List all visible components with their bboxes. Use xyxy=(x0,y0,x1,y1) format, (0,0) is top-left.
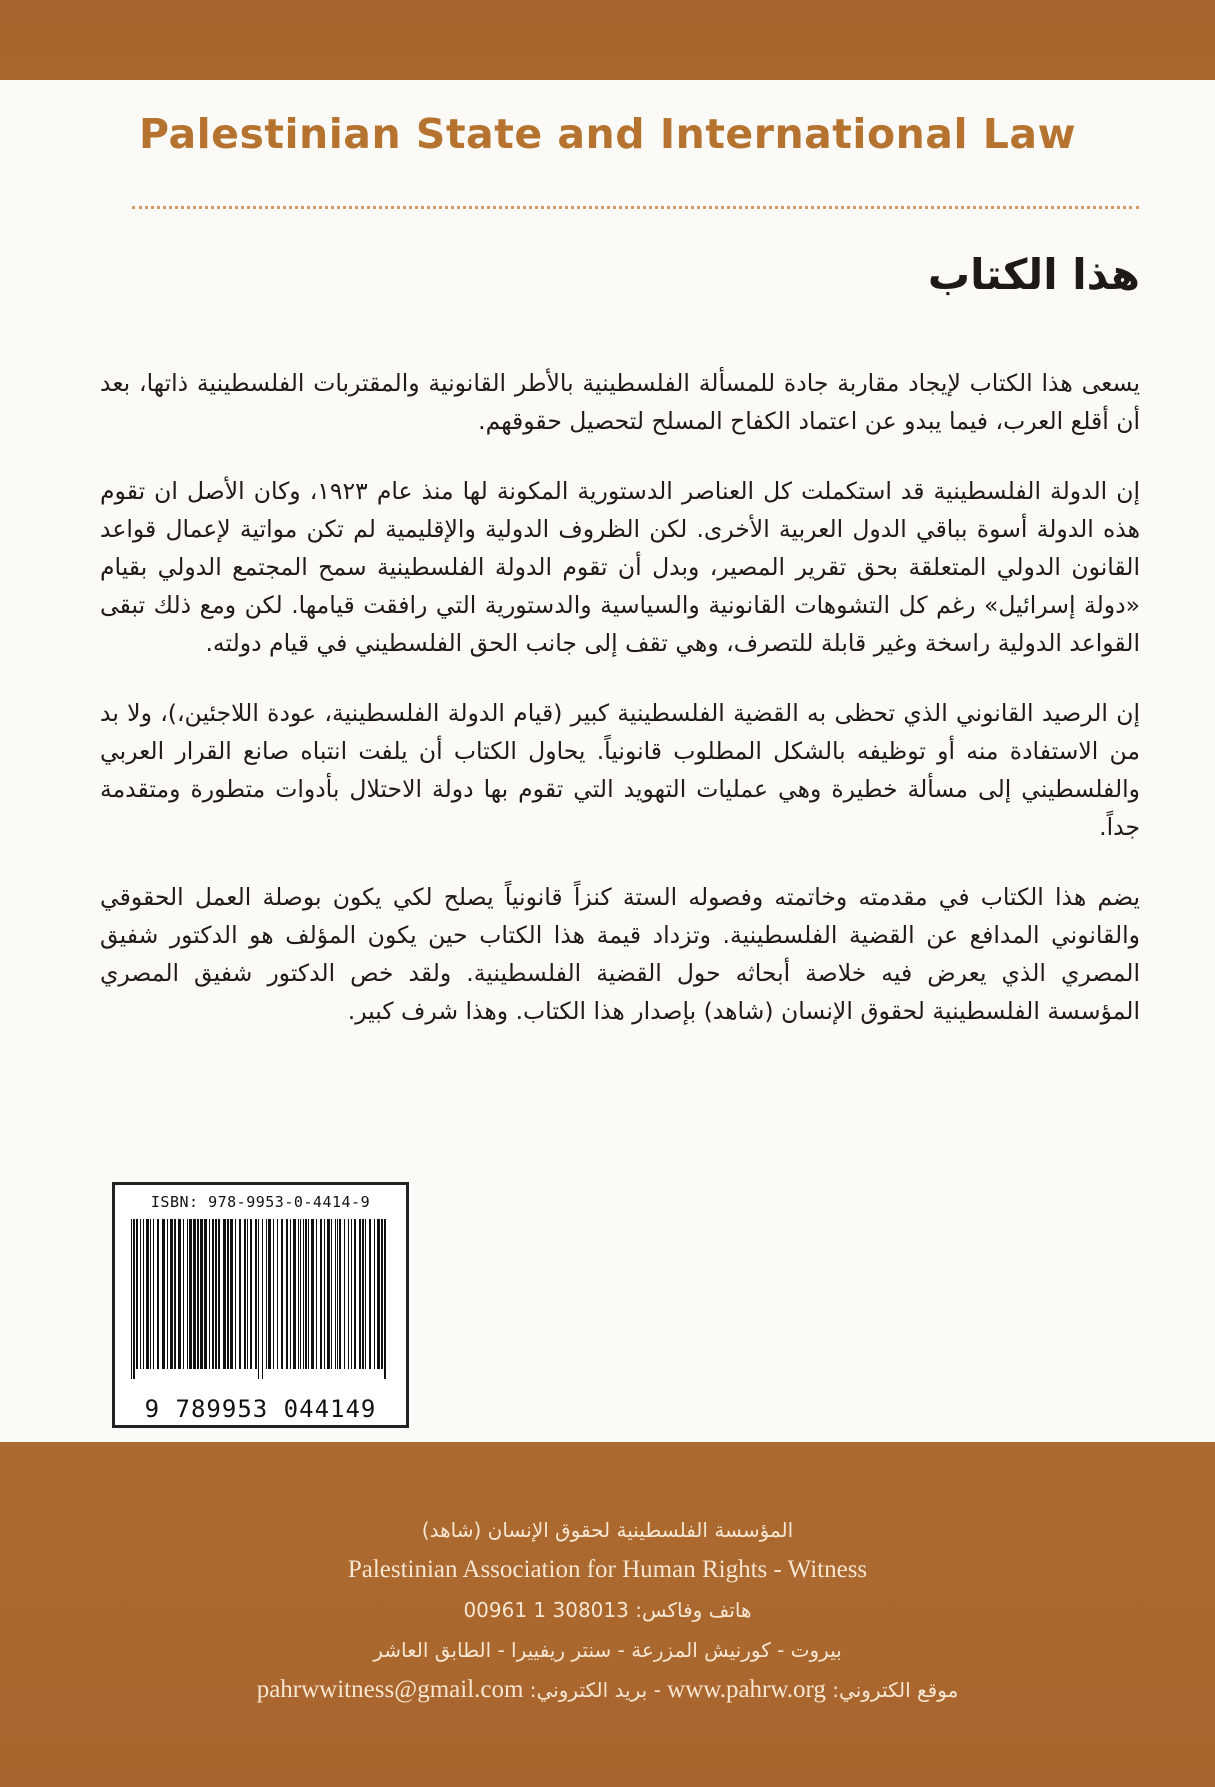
contact-line: موقع الكتروني: www.pahrw.org - بريد الكتروني: pahrwwitness@gmail.com xyxy=(256,1676,959,1703)
paragraph-3: إن الرصيد القانوني الذي تحظى به القضية الفلسطينية كبير (قيام الدولة الفلسطينية، عودة اللاجئين،)، ولا بد من الاستفادة منه أو توظيفه بالشكل المطلوب قانونياً. يحاول الكتاب أن يلفت انتباه صانع القرار العربي والفلسطيني إلى مسألة خطيرة وهي عمليات التهويد التي تقوم بها دولة الاحتلال بأدوات متطورة ومتقدمة جداً. xyxy=(100,699,1140,841)
barcode-bar xyxy=(250,1219,252,1369)
barcode-bars-icon xyxy=(129,1219,392,1379)
org-name-arabic: المؤسسة الفلسطينية لحقوق الإنسان (شاهد) xyxy=(421,1518,794,1542)
email-link[interactable]: pahrwwitness@gmail.com xyxy=(256,1676,524,1703)
barcode-bar xyxy=(320,1219,322,1369)
barcode-bar xyxy=(167,1219,168,1369)
barcode-bar xyxy=(277,1219,278,1369)
barcode-bar xyxy=(286,1219,288,1369)
barcode-bar xyxy=(255,1219,257,1369)
barcode-bar xyxy=(197,1219,199,1369)
barcode-bar xyxy=(359,1219,361,1369)
org-name-english: Palestinian Association for Human Rights - Witness xyxy=(347,1556,868,1583)
barcode-bar xyxy=(133,1219,135,1379)
barcode-bar xyxy=(303,1219,304,1369)
barcode-bar xyxy=(209,1219,210,1369)
barcode-bar xyxy=(258,1219,259,1379)
barcode-bar xyxy=(273,1219,274,1369)
barcode-bar xyxy=(204,1219,207,1369)
barcode-bar xyxy=(215,1219,217,1369)
barcode-bar xyxy=(308,1219,309,1369)
barcode-bar xyxy=(374,1219,375,1369)
barcode-bar xyxy=(187,1219,188,1369)
address-line: بيروت - كورنيش المزرعة - سنتر ريفييرا - الطابق العاشر xyxy=(373,1638,842,1662)
phone-label: هاتف وفاكس: xyxy=(635,1598,752,1622)
barcode-bar xyxy=(200,1219,203,1369)
barcode-bar xyxy=(300,1219,301,1369)
isbn-label: ISBN: 978-9953-0-4414-9 xyxy=(150,1193,371,1211)
email-label: بريد الكتروني: xyxy=(529,1678,648,1702)
barcode-bar xyxy=(212,1219,214,1369)
description-text xyxy=(100,364,1140,1062)
barcode-bar xyxy=(381,1219,383,1369)
barcode-bar xyxy=(178,1219,181,1369)
barcode-bar xyxy=(327,1219,330,1369)
barcode-bar xyxy=(235,1219,236,1369)
barcode-bar xyxy=(305,1219,307,1369)
barcode-bar xyxy=(162,1219,165,1369)
barcode-bar xyxy=(293,1219,296,1369)
barcode-bar xyxy=(227,1219,229,1369)
barcode-bar xyxy=(223,1219,226,1369)
barcode-bar xyxy=(174,1219,176,1369)
isbn-barcode xyxy=(112,1182,409,1428)
barcode-bar xyxy=(298,1219,299,1369)
content-panel xyxy=(0,80,1215,1442)
barcode-bar xyxy=(157,1219,159,1369)
paragraph-4: يضم هذا الكتاب في مقدمته وخاتمته وفصوله الستة كنزاً قانونياً يصلح لكي يكون بوصلة العمل الحقوقي والقانوني المدافع عن القضية الفلسطينية. وتزداد قيمة هذا الكتاب حين يكون المؤلف هو الدكتور شفيق المصري الذي يعرض فيه خلاصة أبحاثه حول القضية الفلسطينية. ولقد خص الدكتور شفيق المصري المؤسسة الفلسطينية لحقوق الإنسان (شاهد) بإصدار هذا الكتاب. وهذا شرف كبير. xyxy=(100,883,1140,1025)
barcode-bar xyxy=(362,1219,364,1369)
barcode-bar xyxy=(247,1219,248,1369)
barcode-bar xyxy=(351,1219,352,1369)
barcode-bar xyxy=(244,1219,246,1369)
barcode-bar xyxy=(281,1219,283,1369)
section-heading: هذا الكتاب xyxy=(927,250,1140,299)
barcode-bar xyxy=(239,1219,241,1369)
barcode-bar xyxy=(354,1219,356,1369)
barcode-bar xyxy=(193,1219,196,1369)
barcode-bar xyxy=(268,1219,271,1369)
barcode-bar xyxy=(384,1219,386,1379)
barcode-bar xyxy=(262,1219,263,1379)
paragraph-1: يسعى هذا الكتاب لإيجاد مقاربة جادة للمسألة الفلسطينية بالأطر القانونية والمقتربات الفلسطينية ذاتها، بعد أن أقلع العرب، فيما يبدو عن اعتماد الكفاح المسلح لتحصيل حقوقهم. xyxy=(100,369,1140,435)
publisher-footer xyxy=(0,1510,1215,1710)
phone-line xyxy=(0,1590,1215,1630)
barcode-bar xyxy=(348,1219,349,1369)
barcode-bar xyxy=(331,1219,332,1369)
barcode-bar xyxy=(143,1219,144,1369)
website-link[interactable]: www.pahrw.org xyxy=(667,1676,826,1703)
barcode-bar xyxy=(324,1219,325,1369)
dotted-divider xyxy=(132,206,1139,209)
barcode-bar xyxy=(153,1219,154,1369)
barcode-bar xyxy=(140,1219,141,1369)
barcode-bar xyxy=(170,1219,173,1369)
book-title: Palestinian State and International Law xyxy=(139,110,1076,158)
phone-number: 00961 1 308013 xyxy=(463,1598,629,1622)
paragraph-2: إن الدولة الفلسطينية قد استكملت كل العناصر الدستورية المكونة لها منذ عام ١٩٢٣، وكان الأصل ان تقوم هذه الدولة أسوة بباقي الدول العربية الأخرى. لكن الظروف الدولية والإقليمية لم تكن مواتية لإعمال قواعد القانون الدولي المتعلقة بحق تقرير المصير، وبدل أن تقوم الدولة الفلسطينية سمح المجتمع الدولي بقيام «دولة إسرائيل» رغم كل التشوهات القانونية والسياسية والدستورية التي رافقت قيامها. لكن ومع ذلك تبقى القواعد الدولية راسخة وغير قابلة للتصرف، وهي تقف إلى جانب الحق الفلسطيني في قيام دولته. xyxy=(100,477,1140,657)
barcode-bar xyxy=(218,1219,220,1369)
barcode-bar xyxy=(290,1219,291,1369)
barcode-bar xyxy=(230,1219,233,1369)
barcode-bar xyxy=(311,1219,314,1369)
barcode-bar xyxy=(316,1219,317,1369)
barcode-bar xyxy=(146,1219,149,1369)
barcode-bar xyxy=(344,1219,345,1369)
barcode-bar xyxy=(183,1219,184,1369)
barcode-bar xyxy=(131,1219,132,1379)
barcode-bar xyxy=(377,1219,380,1369)
barcode-digits: 9 789953 044149 xyxy=(144,1395,377,1423)
barcode-bar xyxy=(335,1219,336,1369)
website-label: موقع الكتروني: xyxy=(832,1678,959,1702)
barcode-bar xyxy=(150,1219,151,1369)
barcode-bar xyxy=(266,1219,267,1369)
barcode-bar xyxy=(337,1219,338,1369)
barcode-bar xyxy=(339,1219,341,1369)
barcode-bar xyxy=(136,1219,138,1369)
barcode-bar xyxy=(369,1219,371,1369)
barcode-bar xyxy=(189,1219,192,1369)
barcode-bar xyxy=(365,1219,366,1369)
